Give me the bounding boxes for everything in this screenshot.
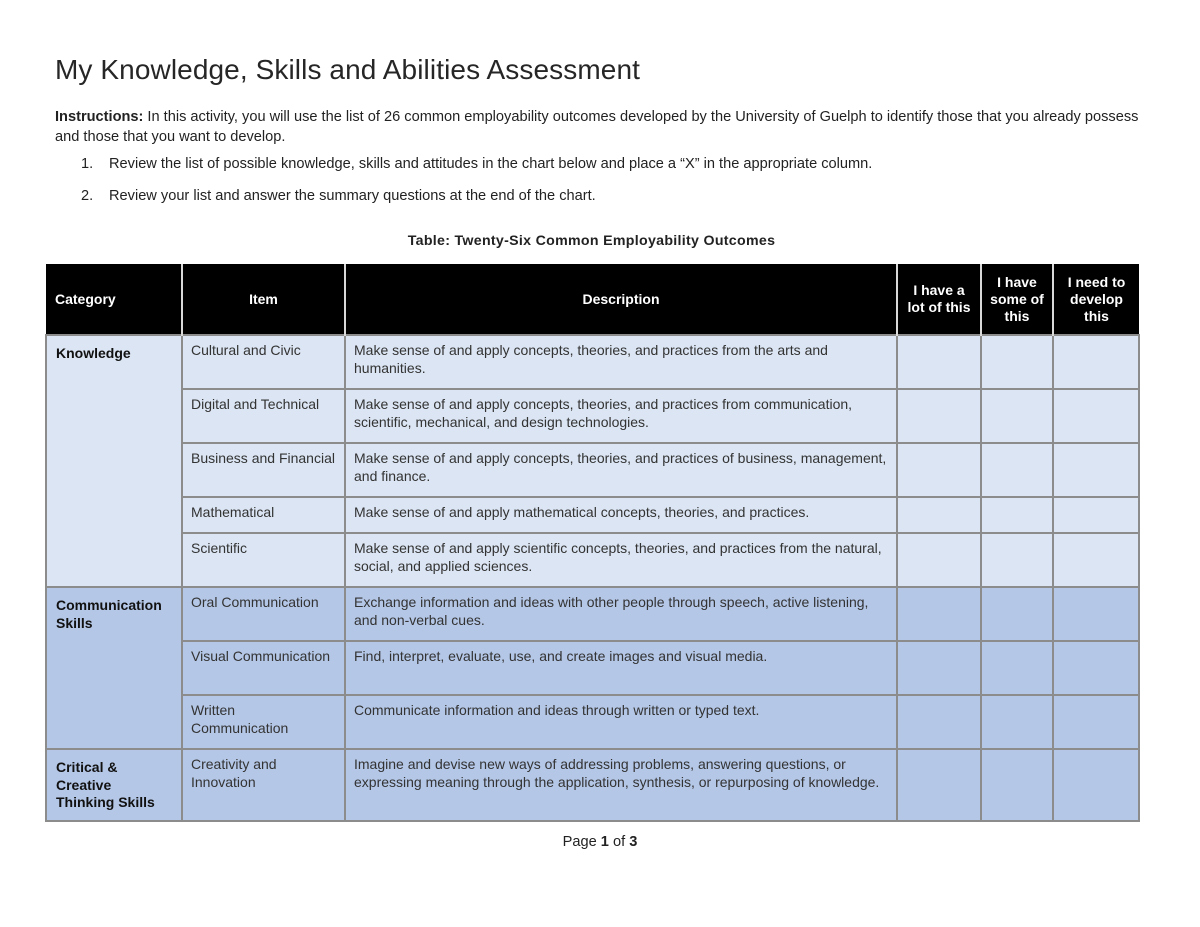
item-cell: Mathematical — [182, 497, 345, 533]
need-develop-checkbox-cell[interactable] — [1053, 497, 1139, 533]
table-row — [46, 497, 1139, 533]
need-develop-checkbox-cell[interactable] — [1053, 443, 1139, 497]
item-cell: Cultural and Civic — [182, 335, 345, 389]
outcomes-table — [45, 264, 1140, 822]
have-lot-checkbox-cell[interactable] — [897, 443, 981, 497]
category-cell: Knowledge — [46, 335, 182, 587]
have-some-checkbox-cell[interactable] — [981, 533, 1053, 587]
step-number: 2. — [81, 188, 94, 204]
have-lot-checkbox-cell[interactable] — [897, 749, 981, 821]
table-header-row — [46, 264, 1139, 335]
table-row — [46, 389, 1139, 443]
header-category: Category — [46, 264, 182, 335]
footer-current-page: 1 — [600, 834, 609, 850]
step-text: Review your list and answer the summary questions at the end of the chart. — [109, 188, 596, 204]
table-row — [46, 695, 1139, 749]
have-lot-checkbox-cell[interactable] — [897, 695, 981, 749]
item-cell: Oral Communication — [182, 587, 345, 641]
table-row — [46, 443, 1139, 497]
have-lot-checkbox-cell[interactable] — [897, 335, 981, 389]
description-cell: Communicate information and ideas through written or typed text. — [345, 695, 897, 749]
page-title: My Knowledge, Skills and Abilities Assessment — [55, 54, 640, 85]
footer-middle: of — [608, 834, 630, 850]
page-footer — [0, 834, 1200, 850]
need-develop-checkbox-cell[interactable] — [1053, 335, 1139, 389]
description-cell: Find, interpret, evaluate, use, and create images and visual media. — [345, 641, 897, 695]
need-develop-checkbox-cell[interactable] — [1053, 587, 1139, 641]
item-cell: Visual Communication — [182, 641, 345, 695]
footer-prefix: Page — [562, 834, 601, 850]
have-some-checkbox-cell[interactable] — [981, 389, 1053, 443]
description-cell: Make sense of and apply concepts, theories, and practices from communication, scientific, mechanical, and design technologies. — [345, 389, 897, 443]
need-develop-checkbox-cell[interactable] — [1053, 695, 1139, 749]
header-need-develop: I need to develop this — [1053, 264, 1139, 335]
item-cell: Written Communication — [182, 695, 345, 749]
have-some-checkbox-cell[interactable] — [981, 497, 1053, 533]
category-cell: Critical & Creative Thinking Skills — [46, 749, 182, 821]
footer-total-pages: 3 — [629, 834, 638, 850]
have-some-checkbox-cell[interactable] — [981, 443, 1053, 497]
header-have-some: I have some of this — [981, 264, 1053, 335]
step-number: 1. — [81, 156, 94, 172]
header-description: Description — [345, 264, 897, 335]
table-row — [46, 533, 1139, 587]
instructions-label: Instructions: — [55, 109, 144, 125]
table-row — [46, 335, 1139, 389]
step-item — [55, 185, 1145, 217]
description-cell: Imagine and devise new ways of addressing problems, answering questions, or expressing meaning through the application, synthesis, or repurposing of knowledge. — [345, 749, 897, 821]
have-lot-checkbox-cell[interactable] — [897, 533, 981, 587]
description-cell: Make sense of and apply mathematical concepts, theories, and practices. — [345, 497, 897, 533]
item-cell: Creativity and Innovation — [182, 749, 345, 821]
instructions-text: In this activity, you will use the list of 26 common employability outcomes developed by the University of Guelph to identify those that you already possess and those that you want to develop. — [55, 109, 1139, 145]
header-item: Item — [182, 264, 345, 335]
table-row — [46, 587, 1139, 641]
item-cell: Digital and Technical — [182, 389, 345, 443]
table-row — [46, 641, 1139, 695]
have-some-checkbox-cell[interactable] — [981, 749, 1053, 821]
table-caption: Table: Twenty-Six Common Employability Outcomes — [407, 233, 776, 249]
description-cell: Make sense of and apply scientific concepts, theories, and practices from the natural, social, and applied sciences. — [345, 533, 897, 587]
description-cell: Make sense of and apply concepts, theories, and practices of business, management, and finance. — [345, 443, 897, 497]
step-item — [55, 153, 1145, 185]
header-have-lot: I have a lot of this — [897, 264, 981, 335]
item-cell: Business and Financial — [182, 443, 345, 497]
have-lot-checkbox-cell[interactable] — [897, 389, 981, 443]
need-develop-checkbox-cell[interactable] — [1053, 749, 1139, 821]
category-cell: Communication Skills — [46, 587, 182, 749]
table-row — [46, 749, 1139, 821]
have-some-checkbox-cell[interactable] — [981, 641, 1053, 695]
need-develop-checkbox-cell[interactable] — [1053, 389, 1139, 443]
instructions-paragraph — [55, 108, 1145, 147]
have-some-checkbox-cell[interactable] — [981, 335, 1053, 389]
have-lot-checkbox-cell[interactable] — [897, 587, 981, 641]
steps-list — [55, 153, 1145, 217]
have-lot-checkbox-cell[interactable] — [897, 641, 981, 695]
have-lot-checkbox-cell[interactable] — [897, 497, 981, 533]
need-develop-checkbox-cell[interactable] — [1053, 533, 1139, 587]
item-cell: Scientific — [182, 533, 345, 587]
step-text: Review the list of possible knowledge, skills and attitudes in the chart below and place a “X” in the appropriate column. — [109, 156, 873, 172]
have-some-checkbox-cell[interactable] — [981, 587, 1053, 641]
need-develop-checkbox-cell[interactable] — [1053, 641, 1139, 695]
description-cell: Exchange information and ideas with other people through speech, active listening, and non-verbal cues. — [345, 587, 897, 641]
have-some-checkbox-cell[interactable] — [981, 695, 1053, 749]
description-cell: Make sense of and apply concepts, theories, and practices from the arts and humanities. — [345, 335, 897, 389]
